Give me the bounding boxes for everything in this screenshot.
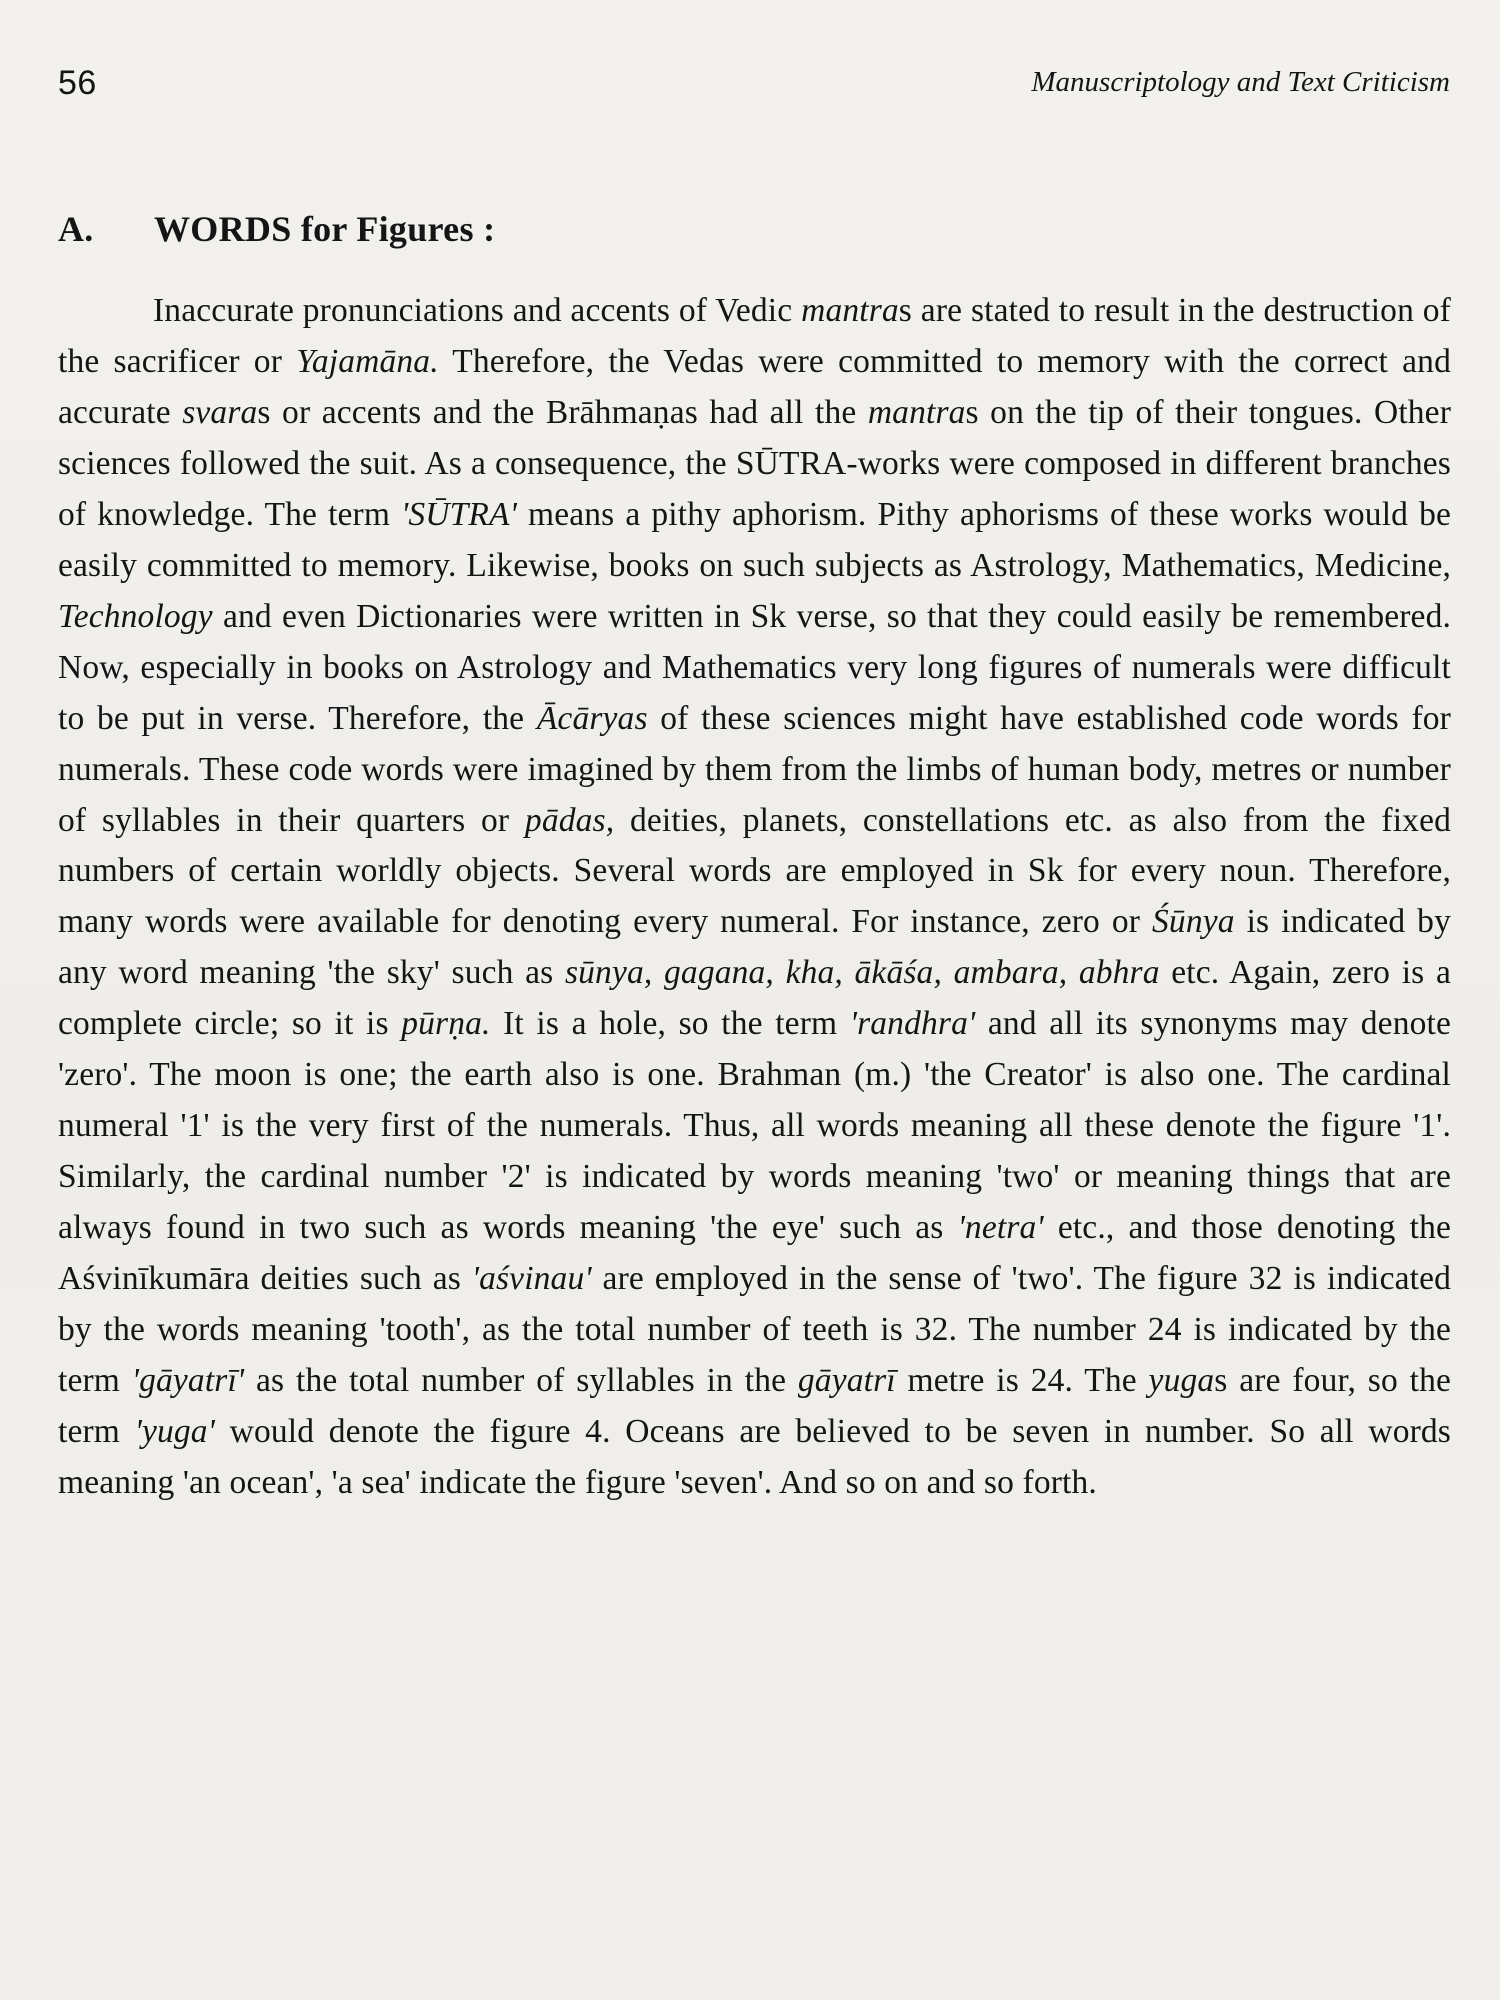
text-run: means a pithy aphorism. Pithy aphorisms of these works would be easily committed to memory. Likewise, books on such subjects as Astrology, Mathematics, Medicine, (58, 495, 1451, 584)
italic-term: 'aśvinau' (471, 1260, 592, 1298)
italic-term: 'randhra' (849, 1005, 976, 1043)
italic-term: Yajamāna. (296, 342, 439, 380)
italic-term: yuga (1148, 1362, 1215, 1400)
text-run: s are stated to result in the destruction of the sacrificer or (58, 292, 1451, 380)
text-run: Inaccurate pronunciations and accents of Vedic (153, 292, 802, 329)
italic-term: 'SŪTRA' (401, 495, 517, 533)
text-run: are employed in the sense of 'two'. The figure 32 is indicated by the words meaning 'tooth', as the total number of teeth is 32. The number 24 is indicated by the term (58, 1260, 1451, 1400)
text-run: s are four, so the term (58, 1362, 1451, 1450)
italic-term: mantra (867, 393, 966, 431)
italic-term: 'netra' (957, 1209, 1044, 1247)
section-letter: A. (58, 209, 94, 249)
text-run: is indicated by any word meaning 'the sky' such as (58, 903, 1451, 992)
text-run: s or accents and the Brāhmaṇas had all the (257, 393, 868, 431)
italic-term: Technology (58, 597, 213, 635)
text-run: of these sciences might have established code words for numerals. These code words were imagined by them from the limbs of human body, metres or number of syllables in their quarters or (58, 699, 1451, 839)
italic-term: 'gāyatrī' (131, 1362, 245, 1400)
text-run: etc., and those denoting the Aśvinīkumāra deities such as (58, 1209, 1451, 1298)
text-run: as the total number of syllables in the (244, 1362, 798, 1400)
text-run: metre is 24. The (895, 1362, 1149, 1400)
section-title: WORDS for Figures : (154, 209, 496, 249)
italic-term: pūrṇa. (401, 1005, 491, 1043)
text-run: and even Dictionaries were written in Sk verse, so that they could easily be remembered. Now, especially in books on Astrology and Mathematics very long figures of numerals were difficult to be put in verse. Therefore, the (58, 597, 1451, 737)
italic-term: Śūnya (1152, 903, 1235, 941)
page-number: 56 (58, 64, 97, 102)
italic-term: Ācāryas (536, 699, 648, 737)
running-title: Manuscriptology and Text Criticism (1031, 66, 1450, 98)
italic-term: svara (182, 393, 258, 431)
text-run: deities, planets, constellations etc. as also from the fixed numbers of certain worldly objects. Several words are employed in Sk for every noun. Therefore, many words were available for denoting every numeral. For instance, zero or (58, 801, 1451, 941)
italic-term: pādas, (524, 801, 615, 839)
text-run: and all its synonyms may denote 'zero'. The moon is one; the earth also is one. Brahman (m.) 'the Creator' is also one. The cardinal numeral '1' is the very first of the numerals. Thus, all words meaning all these denote the figure '1'. Similarly, the cardinal number '2' is indicated by words meaning 'two' or meaning things that are always found in two such as words meaning 'the eye' such as (58, 1005, 1451, 1247)
text-run: would denote the figure 4. Oceans are believed to be seven in number. So all words meaning 'an ocean', 'a sea' indicate the figure 'seven'. And so on and so forth. (58, 1412, 1451, 1501)
section-heading (58, 208, 495, 250)
text-run: etc. Again, zero is a complete circle; so it is (58, 954, 1451, 1043)
text-run: s on the tip of their tongues. Other sciences followed the suit. As a consequence, the SŪTRA-works were composed in different branches of knowledge. The term (58, 393, 1451, 533)
text-run: Therefore, the Vedas were committed to memory with the correct and accurate (58, 342, 1451, 431)
italic-term: sūnya, gagana, kha, ākāśa, ambara, abhra (564, 954, 1160, 992)
text-run: It is a hole, so the term (490, 1005, 850, 1043)
italic-term: 'yuga' (134, 1412, 215, 1450)
italic-term: mantra (801, 292, 899, 329)
italic-term: gāyatrī (797, 1362, 896, 1400)
body-paragraph (58, 286, 1451, 1509)
